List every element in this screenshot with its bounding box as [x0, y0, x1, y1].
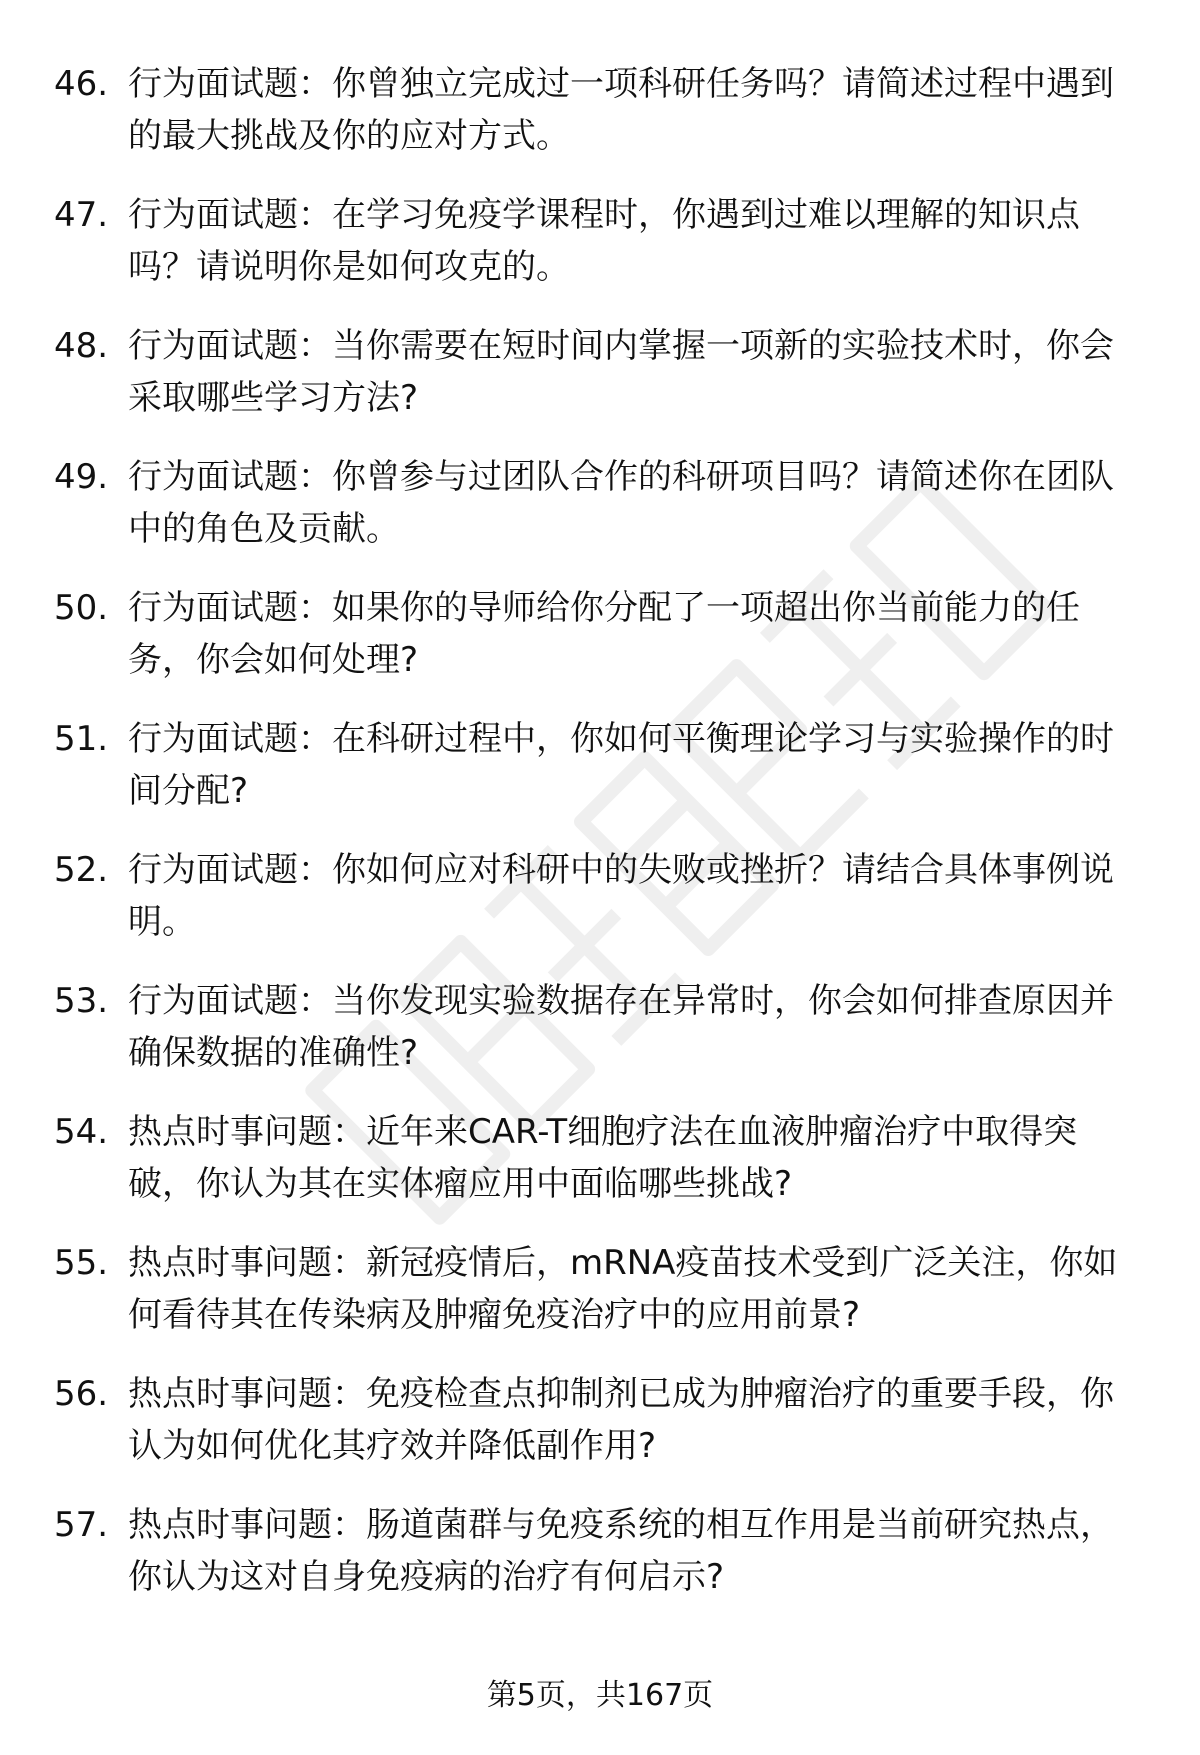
question-number: 51. [54, 719, 109, 759]
question-number: 57. [54, 1505, 109, 1545]
question-text: 行为面试题：在科研过程中，你如何平衡理论学习与实验操作的时间分配? [128, 719, 1114, 811]
question-text: 热点时事问题：免疫检查点抑制剂已成为肿瘤治疗的重要手段，你认为如何优化其疗效并降低副作用? [128, 1374, 1114, 1466]
question-text: 行为面试题：当你需要在短时间内掌握一项新的实验技术时，你会采取哪些学习方法? [128, 326, 1114, 418]
question-number: 46. [54, 64, 109, 104]
question-item [0, 582, 1200, 713]
question-item [0, 1237, 1200, 1368]
question-number: 48. [54, 326, 109, 366]
question-number: 55. [54, 1243, 109, 1283]
question-text: 行为面试题：在学习免疫学课程时，你遇到过难以理解的知识点吗？请说明你是如何攻克的。 [128, 195, 1080, 287]
question-item [0, 713, 1200, 844]
question-text: 行为面试题：当你发现实验数据存在异常时，你会如何排查原因并确保数据的准确性? [128, 981, 1114, 1073]
question-list [0, 58, 1200, 1630]
question-number: 52. [54, 850, 109, 890]
question-number: 54. [54, 1112, 109, 1152]
question-item [0, 451, 1200, 582]
question-item [0, 58, 1200, 189]
question-item [0, 1106, 1200, 1237]
question-text: 行为面试题：如果你的导师给你分配了一项超出你当前能力的任务，你会如何处理? [128, 588, 1080, 680]
question-text: 行为面试题：你如何应对科研中的失败或挫折？请结合具体事例说明。 [128, 850, 1114, 942]
question-text: 行为面试题：你曾独立完成过一项科研任务吗？请简述过程中遇到的最大挑战及你的应对方式。 [128, 64, 1114, 156]
question-item [0, 1368, 1200, 1499]
question-item [0, 975, 1200, 1106]
question-number: 56. [54, 1374, 109, 1414]
question-item [0, 844, 1200, 975]
question-text: 行为面试题：你曾参与过团队合作的科研项目吗？请简述你在团队中的角色及贡献。 [128, 457, 1114, 549]
question-number: 50. [54, 588, 109, 628]
question-text: 热点时事问题：近年来CAR-T细胞疗法在血液肿瘤治疗中取得突破，你认为其在实体瘤应用中面临哪些挑战? [128, 1112, 1078, 1204]
question-item [0, 320, 1200, 451]
question-item [0, 1499, 1200, 1630]
page-number-footer: 第5页，共167页 [486, 1678, 714, 1713]
question-item [0, 189, 1200, 320]
question-number: 47. [54, 195, 109, 235]
question-number: 53. [54, 981, 109, 1021]
question-text: 热点时事问题：新冠疫情后，mRNA疫苗技术受到广泛关注，你如何看待其在传染病及肿瘤免疫治疗中的应用前景? [128, 1243, 1118, 1335]
question-number: 49. [54, 457, 109, 497]
question-text: 热点时事问题：肠道菌群与免疫系统的相互作用是当前研究热点，你认为这对自身免疫病的治疗有何启示? [128, 1505, 1114, 1597]
